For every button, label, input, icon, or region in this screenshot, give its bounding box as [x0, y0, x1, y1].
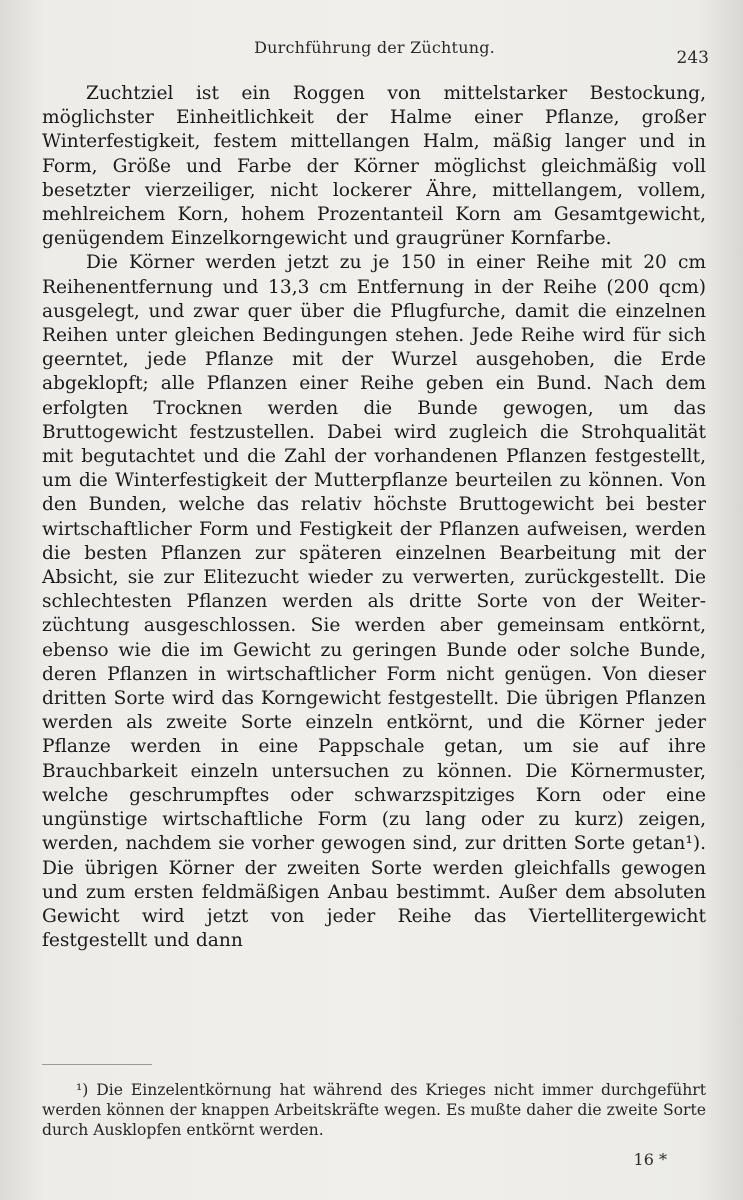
running-head: [40, 38, 709, 68]
footnote-divider: [42, 1064, 152, 1065]
paragraph: Die Körner werden jetzt zu je 150 in einer Reihe mit 20 cm Reihenentfernung und 13,3 cm Entfernung in der Reihe (200 qcm) ausgelegt, und zwar quer über die Pflugfurche, damit die einzelnen Reihen unter gleichen Bedingungen stehen. Jede Reihe wird für sich geerntet, jede Pflanze mit der Wurzel ausgehoben, die Erde abgeklopft; alle Pflanzen einer Reihe geben ein Bund. Nach dem erfolgten Trocknen werden die Bunde gewogen, um das Bruttogewicht festzustellen. Dabei wird zugleich die Strohqualität mit begutachtet und die Zahl der vorhandenen Pflanzen festgestellt, um die Winterfestigkeit der Mutterpflanze beurteilen zu können. Von den Bunden, welche das relativ höchste Bruttogewicht bei bester wirtschaftlicher Form und Festigkeit der Pflanzen aufweisen, werden die besten Pflanzen zur späteren einzelnen Bearbeitung mit der Absicht, sie zur Elitezucht wieder zu verwerten, zurückgestellt. Die schlechtesten Pflanzen werden als dritte Sorte von der Weiterzüchtung ausgeschlossen. Sie werden aber gemeinsam entkörnt, ebenso wie die im Gewicht zu geringen Bunde oder solche Bunde, deren Pflanzen in wirtschaftlicher Form nicht genügen. Von dieser dritten Sorte wird das Korngewicht festgestellt. Die übrigen Pflanzen werden als zweite Sorte einzeln entkörnt, und die Körner jeder Pflanze werden in eine Pappschale getan, um sie auf ihre Brauchbarkeit einzeln untersuchen zu können. Die Körnermuster, welche geschrumpftes oder schwarzspitziges Korn oder eine ungünstige wirtschaftliche Form (zu lang oder zu kurz) zeigen, werden, nachdem sie vorher gewogen sind, zur dritten Sorte getan¹). Die übrigen Körner der zweiten Sorte werden gleichfalls gewogen und zum ersten feldmäßigen Anbau bestimmt. Außer dem absoluten Gewicht wird jetzt von jeder Reihe das Viertellitergewicht festgestellt und dann: [42, 252, 706, 952]
running-title: Durchführung der Züchtung.: [254, 38, 495, 57]
page-number: 243: [676, 48, 709, 68]
paragraph: Zuchtziel ist ein Roggen von mittelstarker Bestockung, möglichster Einheitlichkeit der Halme einer Pflanze, großer Winterfestigkeit, festem mittellangen Halm, mäßig langer und in Form, Größe und Farbe der Körner möglichst gleichmäßig voll besetzter vierzeiliger, nicht lockerer Ähre, mittellangem, vollem, mehlreichem Korn, hohem Prozentanteil Korn am Gesamtgewicht, genügendem Einzelkorngewicht und graugrüner Kornfarbe.: [42, 83, 706, 250]
signature-mark: 16 *: [633, 1150, 667, 1169]
footnote: ¹) Die Einzelentkörnung hat während des Krieges nicht immer durchgeführt werden können der knappen Arbeitskräfte wegen. Es mußte daher die zweite Sorte durch Ausklopfen entkörnt werden.: [42, 1081, 706, 1139]
body-text: [42, 82, 706, 953]
